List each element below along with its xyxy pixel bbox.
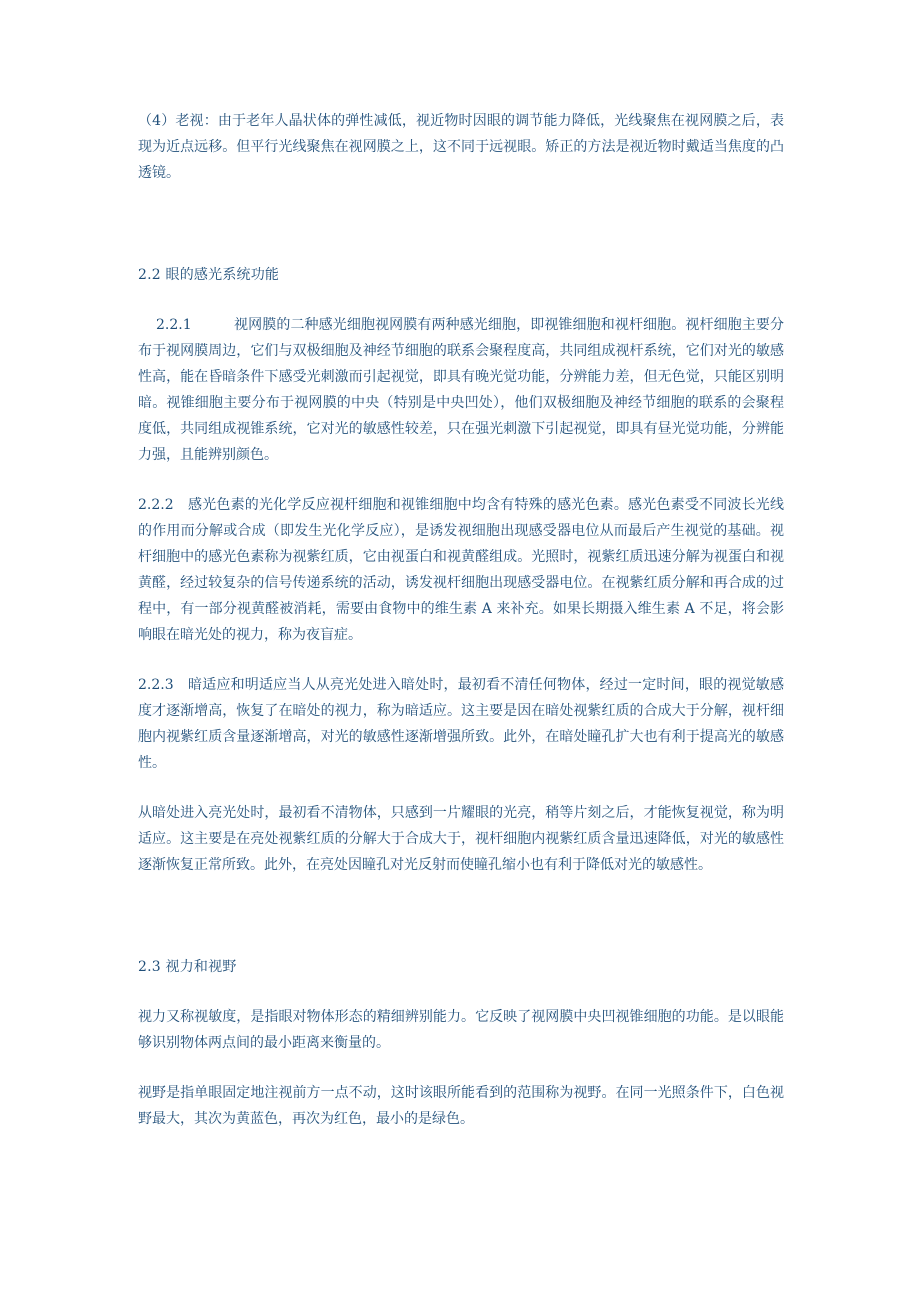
- paragraph-visual-acuity: 视力又称视敏度，是指眼对物体形态的精细辨别能力。它反映了视网膜中央凹视锥细胞的功能。是以眼能够识别物体两点间的最小距离来衡量的。: [138, 1009, 784, 1051]
- paragraph-2-2-1: 2.2.1 视网膜的二种感光细胞视网膜有两种感光细胞，即视锥细胞和视杆细胞。视杆细胞主要分布于视网膜周边，它们与双极细胞及神经节细胞的联系会聚程度高，共同组成视杆系统，它们对光的敏感性高，能在昏暗条件下感受光刺激而引起视觉，即具有晚光觉功能，分辨能力差，但无色觉，只能区别明暗。视锥细胞主要分布于视网膜的中央（特别是中央凹处），他们双极细胞及神经节细胞的联系的会聚程度低，共同组成视锥系统，它对光的敏感性较差，只在强光刺激下引起视觉，即具有昼光觉功能，分辨能力强，且能辨别颜色。: [138, 317, 784, 463]
- paragraph-2-2-2: 2.2.2 感光色素的光化学反应视杆细胞和视锥细胞中均含有特殊的感光色素。感光色素受不同波长光线的作用而分解或合成（即发生光化学反应），是诱发视细胞出现感受器电位从而最后产生视觉的基础。视杆细胞中的感光色素称为视紫红质，它由视蛋白和视黄醛组成。光照时，视紫红质迅速分解为视蛋白和视黄醛，经过较复杂的信号传递系统的活动，诱发视杆细胞出现感受器电位。在视紫红质分解和再合成的过程中，有一部分视黄醛被消耗，需要由食物中的维生素 A 来补充。如果长期摄入维生素 A 不足，将会影响眼在暗光处的视力，称为夜盲症。: [138, 497, 784, 643]
- paragraph-2-2-3: 2.2.3 暗适应和明适应当人从亮光处进入暗处时，最初看不清任何物体，经过一定时间，眼的视觉敏感度才逐渐增高，恢复了在暗处的视力，称为暗适应。这主要是因在暗处视紫红质的合成大于分解，视杆细胞内视紫红质含量逐渐增高，对光的敏感性逐渐增强所致。此外，在暗处瞳孔扩大也有利于提高光的敏感性。: [138, 677, 784, 771]
- paragraph-visual-field: 视野是指单眼固定地注视前方一点不动，这时该眼所能看到的范围称为视野。在同一光照条件下，白色视野最大，其次为黄蓝色，再次为红色，最小的是绿色。: [138, 1085, 784, 1127]
- section-heading-2-3: 2.3 视力和视野: [138, 959, 237, 975]
- document-content: [138, 108, 784, 1132]
- paragraph-light-adaptation: 从暗处进入亮光处时，最初看不清物体，只感到一片耀眼的光亮，稍等片刻之后，才能恢复视觉，称为明适应。这主要是在亮处视紫红质的分解大于合成大于，视杆细胞内视紫红质含量迅速降低，对光的敏感性逐渐恢复正常所致。此外，在亮处因瞳孔对光反射而使瞳孔缩小也有利于降低对光的敏感性。: [138, 805, 784, 873]
- section-heading-2-2: 2.2 眼的感光系统功能: [138, 267, 280, 283]
- paragraph-presbyopia: （4）老视：由于老年人晶状体的弹性减低，视近物时因眼的调节能力降低，光线聚焦在视网膜之后，表现为近点远移。但平行光线聚焦在视网膜之上，这不同于远视眼。矫正的方法是视近物时戴适当焦度的凸透镜。: [138, 113, 784, 181]
